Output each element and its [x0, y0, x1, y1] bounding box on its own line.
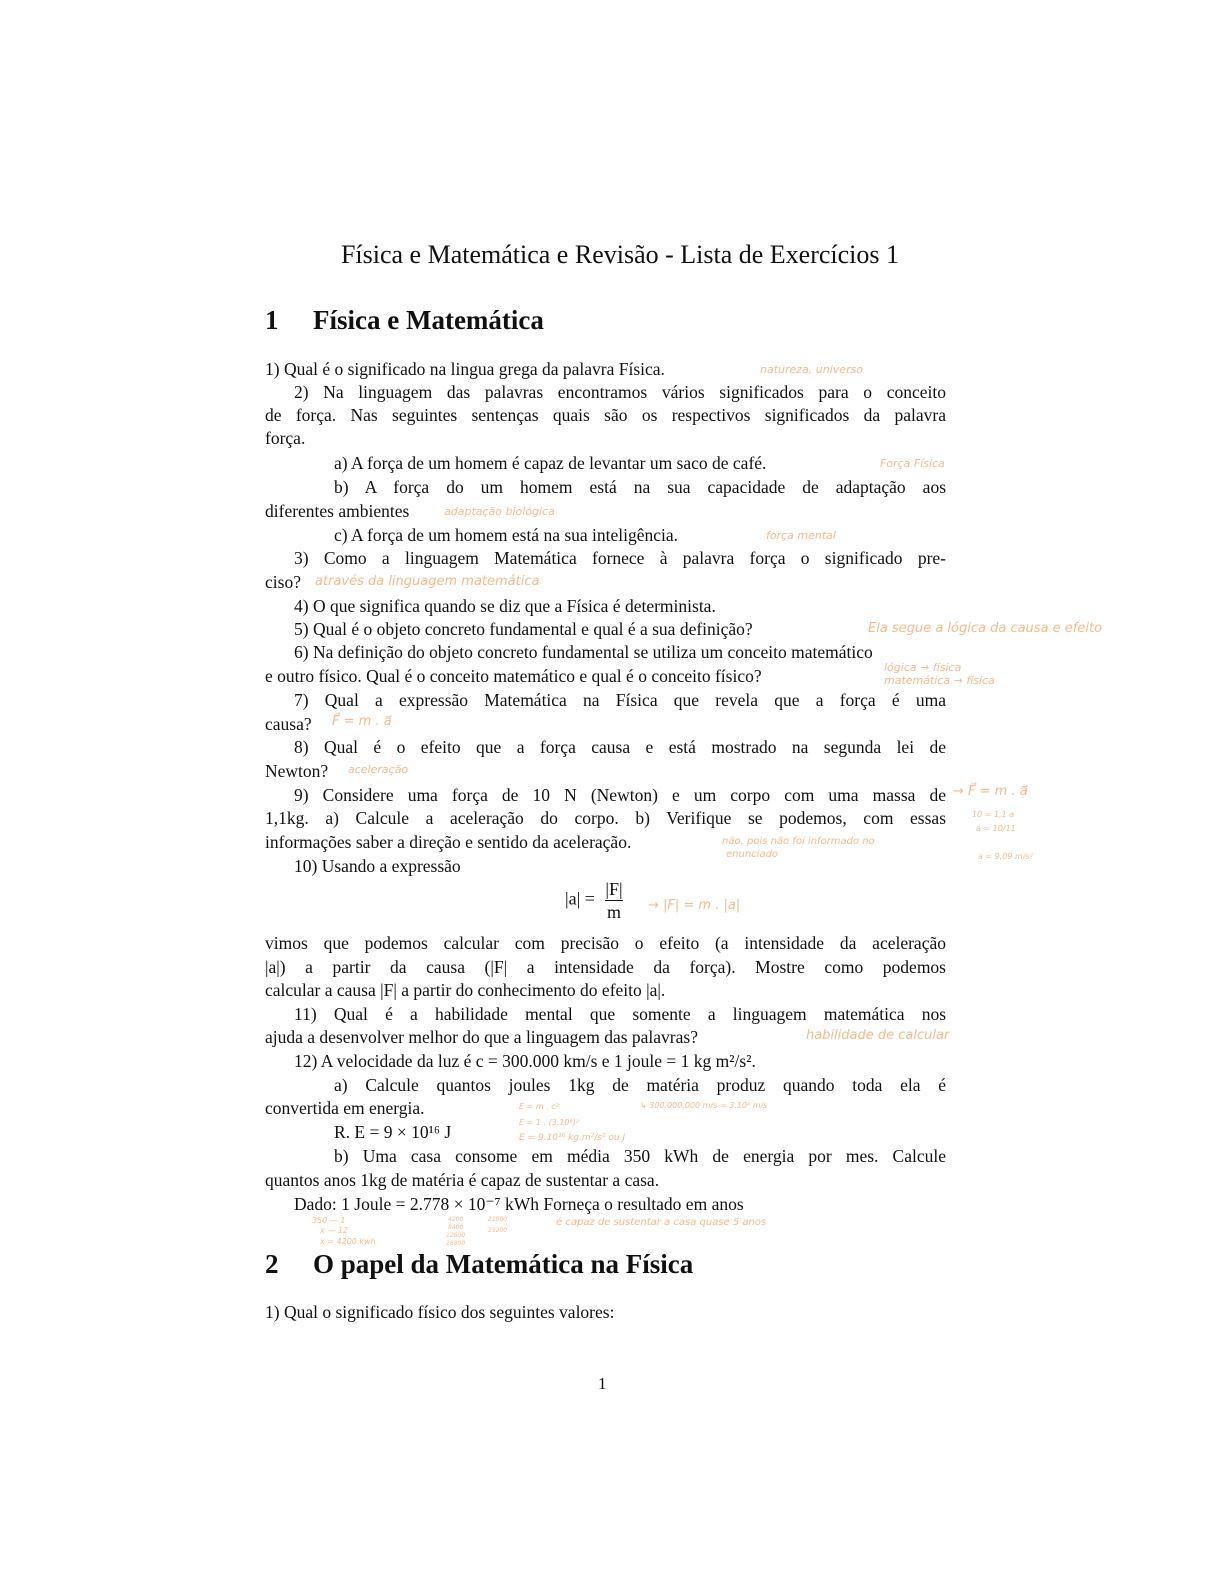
section-title: O papel da Matemática na Física: [313, 1249, 694, 1279]
question-line: de força. Nas seguintes sentenças quais são os respectivos significados da palavra: [265, 405, 946, 425]
question-line: c) A força de um homem está na sua inteligência.: [334, 525, 679, 545]
handwritten-note: ↳ 300.000.000 m/s = 3.10⁸ m/s: [640, 1101, 768, 1110]
handwritten-note: E = m . c²: [519, 1102, 559, 1111]
handwritten-note: habilidade de calcular: [806, 1028, 950, 1043]
question-line: 8) Qual é o efeito que a força causa e está mostrado na segunda lei de: [294, 737, 946, 757]
question-line: 5) Qual é o objeto concreto fundamental e qual é a sua definição?: [294, 619, 753, 639]
handwritten-note: matemática → física: [884, 674, 995, 687]
handwritten-note: não, pois não foi informado no: [722, 836, 875, 847]
section-heading-1: [265, 305, 544, 336]
handwritten-note: x = 4200 kwh: [320, 1237, 376, 1246]
formula-acceleration: [565, 878, 623, 923]
question-line: 11) Qual é a habilidade mental que somente a linguagem matemática nos: [294, 1004, 946, 1024]
question-line: a) Calcule quantos joules 1kg de matéria produz quando toda ela é: [334, 1075, 946, 1095]
formula-denominator: m: [606, 902, 621, 922]
question-line: b) A força do um homem está na sua capacidade de adaptação aos: [334, 477, 946, 497]
handwritten-note: 4200: [448, 1216, 464, 1223]
handwritten-note: força mental: [766, 529, 836, 542]
question-line: 6) Na definição do objeto concreto fundamental se utiliza um conceito matemático: [294, 642, 873, 662]
handwritten-note: 10 = 1,1 a: [972, 810, 1015, 819]
question-line: 7) Qual a expressão Matemática na Física que revela que a força é uma: [294, 690, 946, 710]
page-number: 1: [598, 1374, 607, 1393]
question-line: b) Uma casa consome em média 350 kWh de energia por mes. Calcule: [334, 1146, 946, 1166]
question-line: 1) Qual é o significado na lingua grega da palavra Física.: [265, 359, 665, 379]
handwritten-note: 16800: [446, 1240, 466, 1247]
question-line: força.: [265, 428, 306, 448]
question-line: calcular a causa |F| a partir do conhecimento do efeito |a|.: [265, 980, 666, 1000]
handwritten-note: x — 12: [320, 1226, 348, 1235]
question-line: Newton?: [265, 761, 329, 781]
handwritten-note: → |F| = m . |a|: [648, 898, 741, 913]
handwritten-note: a = 10/11: [976, 824, 1016, 833]
question-line: 1,1kg. a) Calcule a aceleração do corpo. b) Verifique se podemos, com essas: [265, 808, 946, 828]
section-number: 2: [265, 1249, 279, 1279]
question-line: 1) Qual o significado físico dos seguintes valores:: [265, 1302, 615, 1322]
question-line: convertida em energia.: [265, 1098, 425, 1118]
handwritten-note: natureza, universo: [760, 363, 864, 376]
handwritten-note: 350 — 1: [312, 1216, 346, 1225]
section-title: Física e Matemática: [313, 305, 544, 335]
handwritten-note: aceleração: [348, 763, 409, 776]
handwritten-note: F⃗ = m . a⃗: [332, 714, 392, 729]
handwritten-note: 8400: [448, 1224, 464, 1231]
formula-numerator: |F|: [605, 879, 623, 899]
section-number: 1: [265, 305, 279, 335]
question-line: informações saber a direção e sentido da aceleração.: [265, 832, 632, 852]
handwritten-note: 25200: [488, 1227, 508, 1234]
handwritten-note: Força Física: [880, 457, 945, 470]
question-line: causa?: [265, 714, 312, 734]
question-line: e outro físico. Qual é o conceito matemático e qual é o conceito físico?: [265, 666, 762, 686]
question-line: vimos que podemos calcular com precisão o efeito (a intensidade da aceleração: [265, 933, 946, 953]
handwritten-note: 21000: [488, 1216, 508, 1223]
question-line: 10) Usando a expressão: [294, 856, 461, 876]
handwritten-note: enunciado: [726, 849, 779, 860]
question-line: diferentes ambientes: [265, 501, 410, 521]
handwritten-note: a = 9,09 m/s²: [978, 852, 1033, 861]
section-heading-2: [265, 1249, 693, 1280]
document-title: Física e Matemática e Revisão - Lista de Exercícios 1: [340, 240, 900, 269]
question-line: 12) A velocidade da luz é c = 300.000 km/s e 1 joule = 1 kg m²/s².: [294, 1051, 756, 1071]
question-line: |a|) a partir da causa (|F| a intensidade da força). Mostre como podemos: [265, 957, 946, 977]
question-line: a) A força de um homem é capaz de levantar um saco de café.: [334, 453, 767, 473]
formula-fraction: [605, 878, 622, 923]
question-line: ciso?: [265, 572, 301, 592]
question-line: ajuda a desenvolver melhor do que a linguagem das palavras?: [265, 1027, 698, 1047]
handwritten-note: Ela segue a lógica da causa e efeito: [868, 621, 1103, 636]
handwritten-note: → F⃗ = m . a⃗: [953, 784, 1028, 799]
handwritten-note: E = 1 . (3.10⁸)²: [519, 1118, 580, 1127]
formula-lhs: |a| =: [565, 888, 595, 909]
question-line: 9) Considere uma força de 10 N (Newton) e um corpo com uma massa de: [294, 785, 946, 805]
question-line: 4) O que significa quando se diz que a Física é determinista.: [294, 596, 716, 616]
handwritten-note: 12600: [446, 1232, 466, 1239]
question-line: quantos anos 1kg de matéria é capaz de sustentar a casa.: [265, 1170, 660, 1190]
handwritten-note: lógica → física: [884, 661, 962, 674]
question-line: 2) Na linguagem das palavras encontramos vários significados para o conceito: [294, 382, 946, 402]
handwritten-note: E = 9.10¹⁶ kg.m²/s² ou J: [519, 1133, 626, 1143]
handwritten-note: é capaz de sustentar a casa quase 5 anos: [556, 1217, 767, 1228]
answer-line: R. E = 9 × 10¹⁶ J: [334, 1122, 452, 1142]
handwritten-note: através da linguagem matemática: [315, 574, 540, 589]
question-line: Dado: 1 Joule = 2.778 × 10⁻⁷ kWh Forneça o resultado em anos: [294, 1194, 744, 1214]
question-line: 3) Como a linguagem Matemática fornece à palavra força o significado pre-: [294, 548, 946, 568]
handwritten-note: adaptação biológica: [444, 505, 555, 518]
